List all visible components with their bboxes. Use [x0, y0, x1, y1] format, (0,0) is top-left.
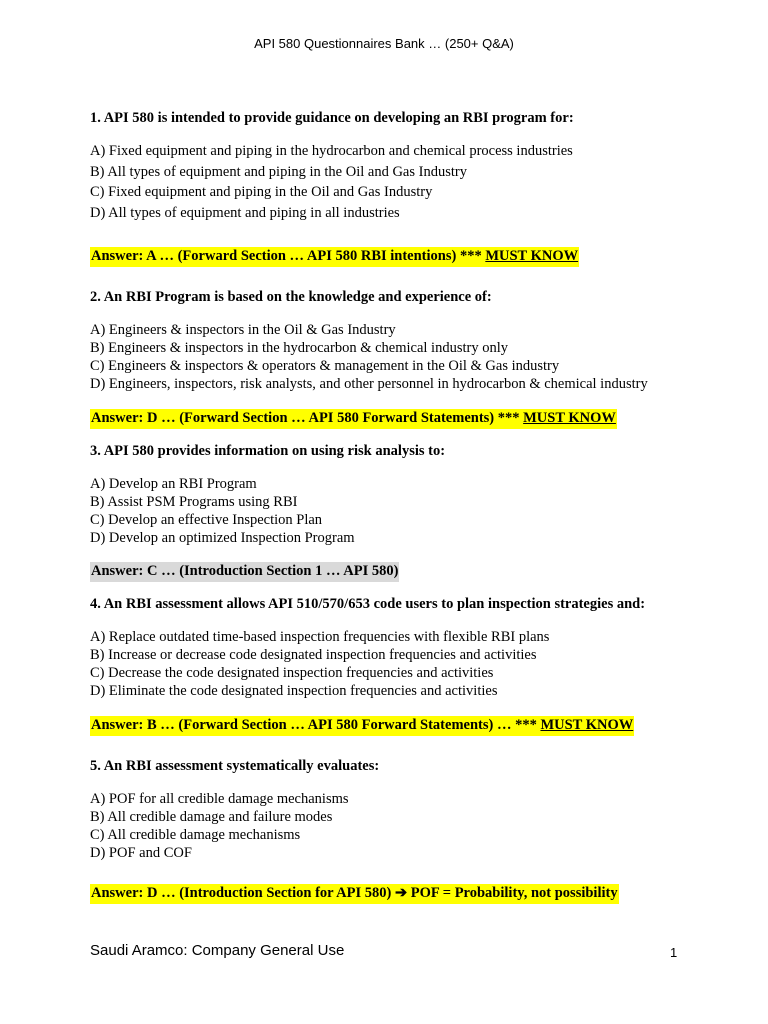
question-3-option-a: A) Develop an RBI Program	[90, 476, 257, 492]
question-4-answer	[90, 716, 634, 736]
question-5-options	[90, 790, 349, 862]
answer-text: Answer: D … (Introduction Section for API 580) ➔ POF = Probability, not possibility	[91, 885, 618, 901]
question-1-options	[90, 141, 573, 223]
page-number: 1	[670, 945, 678, 960]
question-1-text: 1. API 580 is intended to provide guidance on developing an RBI program for:	[90, 110, 574, 126]
question-5-option-b: B) All credible damage and failure modes	[90, 809, 333, 825]
must-know-emphasis: MUST KNOW	[485, 248, 579, 264]
question-3-option-c: C) Develop an effective Inspection Plan	[90, 512, 323, 528]
question-3-option-b: B) Assist PSM Programs using RBI	[90, 494, 298, 510]
question-2-option-c: C) Engineers & inspectors & operators & management in the Oil & Gas industry	[90, 358, 560, 374]
question-4-option-b: B) Increase or decrease code designated inspection frequencies and activities	[90, 647, 537, 663]
question-2-text: 2. An RBI Program is based on the knowledge and experience of:	[90, 289, 492, 305]
question-4-option-d: D) Eliminate the code designated inspection frequencies and activities	[90, 683, 498, 699]
question-1-option-b: B) All types of equipment and piping in the Oil and Gas Industry	[90, 163, 467, 180]
must-know-emphasis: MUST KNOW	[523, 410, 616, 426]
question-3-answer	[90, 562, 399, 582]
question-2-option-d: D) Engineers, inspectors, risk analysts, and other personnel in hydrocarbon & chemical industry	[90, 376, 648, 392]
question-5-option-a: A) POF for all credible damage mechanisms	[90, 791, 349, 807]
question-1-option-c: C) Fixed equipment and piping in the Oil and Gas Industry	[90, 184, 433, 200]
question-5-answer	[90, 884, 619, 904]
answer-text: Answer: D … (Forward Section … API 580 Forward Statements) ***	[91, 410, 524, 426]
question-2-options	[90, 321, 648, 393]
question-2-option-b: B) Engineers & inspectors in the hydrocarbon & chemical industry only	[90, 340, 508, 356]
question-2-option-a: A) Engineers & inspectors in the Oil & Gas Industry	[90, 322, 396, 338]
question-1-option-d: D) All types of equipment and piping in all industries	[90, 204, 400, 221]
question-3-options	[90, 475, 355, 547]
question-5-text: 5. An RBI assessment systematically evaluates:	[90, 758, 380, 774]
question-1-option-a: A) Fixed equipment and piping in the hydrocarbon and chemical process industries	[90, 143, 573, 159]
question-4-option-a: A) Replace outdated time-based inspection frequencies with flexible RBI plans	[90, 629, 550, 645]
question-3-text: 3. API 580 provides information on using risk analysis to:	[90, 443, 446, 459]
question-4-text: 4. An RBI assessment allows API 510/570/653 code users to plan inspection strategies and:	[90, 596, 646, 612]
page-header-title: API 580 Questionnaires Bank … (250+ Q&A)	[254, 36, 514, 51]
must-know-emphasis: MUST KNOW	[540, 717, 634, 733]
question-5-option-d: D) POF and COF	[90, 845, 192, 861]
footer-classification: Saudi Aramco: Company General Use	[90, 942, 345, 959]
question-4-option-c: C) Decrease the code designated inspection frequencies and activities	[90, 665, 494, 681]
answer-text: Answer: B … (Forward Section … API 580 Forward Statements) … ***	[91, 717, 541, 733]
question-2-answer	[90, 409, 617, 429]
question-5-option-c: C) All credible damage mechanisms	[90, 827, 301, 843]
question-3-option-d: D) Develop an optimized Inspection Program	[90, 530, 355, 546]
answer-text: Answer: A … (Forward Section … API 580 RBI intentions) ***	[91, 248, 486, 264]
answer-text: Answer: C … (Introduction Section 1 … API 580)	[91, 563, 399, 579]
question-4-options	[90, 628, 549, 700]
question-1-answer	[90, 247, 579, 267]
